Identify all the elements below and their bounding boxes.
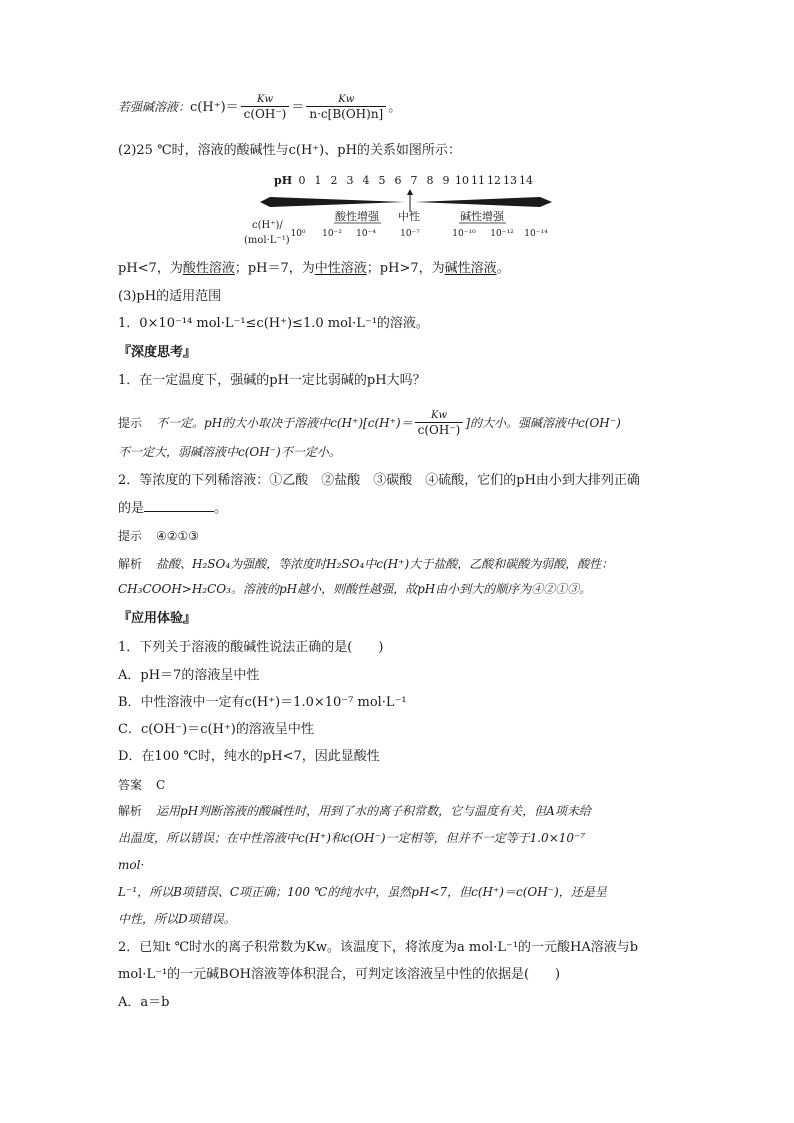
ch-axis-unit: (mol·L⁻¹) <box>244 235 290 246</box>
concentration-tick-label: 10⁻¹⁰ <box>452 229 476 239</box>
period: 。 <box>214 501 228 516</box>
line-ph-classification <box>118 260 510 278</box>
ch-axis-label: c(H⁺)/ <box>252 220 283 231</box>
fraction-kw-over-coh <box>241 94 290 121</box>
hint-1-continued: 不一定大，弱碱溶液中c(OH⁻)不一定小。 <box>118 445 341 459</box>
concentration-tick-label: 10⁻⁴ <box>356 229 376 239</box>
left-arrow <box>260 197 405 207</box>
ph-tick-labels <box>299 174 534 187</box>
hint-label: 提示 <box>118 416 143 430</box>
option-b: B．中性溶液中一定有c(H⁺)＝1.0×10⁻⁷ mol·L⁻¹ <box>118 695 407 710</box>
ph-tick-label: 10 <box>455 174 469 187</box>
fraction-numerator: Kw <box>256 94 274 105</box>
ph-axis-label: pH <box>274 174 293 187</box>
exercise-2: 2．已知t ℃时水的离子积常数为Kw。该温度下，将浓度为a mol·L⁻¹的一元酸HA溶液与b <box>118 940 639 955</box>
formula-lhs: c(H⁺)＝ <box>190 100 239 115</box>
text: 的是 <box>118 501 145 516</box>
line-section-3: (3)pH的适用范围 <box>118 289 222 304</box>
answer-1 <box>118 776 165 794</box>
concentration-tick-label: 10⁻¹⁴ <box>524 229 548 239</box>
concentration-tick-label: 10⁰ <box>290 229 306 239</box>
hint-text: 不一定。pH的大小取决于溶液中c(H⁺)[c(H⁺)＝ <box>156 416 413 430</box>
base-solution-term: 碱性溶液 <box>444 261 497 276</box>
fraction-denominator: n·c[B(OH)n] <box>306 106 386 121</box>
ph-tick-label: 14 <box>519 174 533 187</box>
ph-tick-label: 12 <box>487 174 501 187</box>
line-strong-base-formula <box>118 94 401 121</box>
ph-tick-label: 5 <box>378 174 386 187</box>
question-2-continued <box>118 499 227 518</box>
text: 。 <box>496 261 510 276</box>
base-label: 碱性增强 <box>460 210 504 223</box>
heading-deep-thinking: 『深度思考』 <box>118 345 197 360</box>
ph-tick-label: 6 <box>394 174 402 187</box>
ph-tick-label: 7 <box>410 174 418 187</box>
concentration-tick-labels <box>290 229 548 239</box>
hint-answer: ④②①③ <box>156 529 200 543</box>
ph-tick-label: 8 <box>426 174 434 187</box>
answer-value: C <box>156 778 166 792</box>
period: 。 <box>388 100 402 115</box>
analysis-exercise-1-line-4: L⁻¹，所以B项错误、C项正确；100 ℃的纯水中，虽然pH<7，但c(H⁺)＝c(OH⁻)，还是呈 <box>118 885 607 899</box>
right-arrow <box>415 197 552 207</box>
acid-label: 酸性增强 <box>335 210 379 223</box>
analysis-exercise-1-line-5: 中性，所以D项错误。 <box>118 912 236 926</box>
option-d: D．在100 ℃时，纯水的pH<7，因此显酸性 <box>118 749 380 764</box>
formula-label: 若强碱溶液： <box>118 100 191 114</box>
line-ph-range: 1．0×10⁻¹⁴ mol·L⁻¹≤c(H⁺)≤1.0 mol·L⁻¹的溶液。 <box>118 316 429 331</box>
concentration-tick-label: 10⁻² <box>322 229 342 239</box>
analysis-label: 解析 <box>118 804 143 818</box>
analysis-exercise-1 <box>118 802 591 820</box>
answer-label: 答案 <box>118 778 143 792</box>
concentration-tick-label: 10⁻⁷ <box>400 229 420 239</box>
concentration-tick-label: 10⁻¹² <box>490 229 514 239</box>
neutral-label: 中性 <box>398 210 420 223</box>
equals-sign: ＝ <box>291 100 305 115</box>
fraction-denominator: c(OH⁻) <box>241 106 290 121</box>
hint-1 <box>118 410 621 437</box>
fraction-kw-over-nc <box>306 94 386 121</box>
acid-solution-term: 酸性溶液 <box>182 261 235 276</box>
ph-tick-label: 11 <box>471 174 485 187</box>
vertical-arrowhead <box>407 189 413 195</box>
ph-tick-label: 1 <box>314 174 322 187</box>
text: ；pH＝7，为 <box>234 261 315 276</box>
line-section-2: (2)25 ℃时，溶液的酸碱性与c(H⁺)、pH的关系如图所示： <box>118 143 461 158</box>
ph-tick-label: 9 <box>442 174 450 187</box>
ph-tick-label: 3 <box>346 174 354 187</box>
ph-tick-label: 4 <box>362 174 370 187</box>
ph-scale-diagram <box>240 168 560 248</box>
analysis-2-continued: CH₃COOH>H₂CO₃。溶液的pH越小，则酸性越强，故pH由小到大的顺序为④②①③。 <box>118 582 592 596</box>
option-a: A．pH＝7的溶液呈中性 <box>118 668 260 683</box>
text: ；pH>7，为 <box>366 261 445 276</box>
exercise-1: 1．下列关于溶液的酸碱性说法正确的是( ) <box>118 640 384 655</box>
fraction-numerator: Kw <box>430 410 447 421</box>
exercise-2-continued: mol·L⁻¹的一元碱BOH溶液等体积混合，可判定该溶液呈中性的依据是( ) <box>118 967 561 982</box>
analysis-label: 解析 <box>118 557 143 571</box>
hint-text: ]的大小。强碱溶液中c(OH⁻) <box>465 416 621 430</box>
analysis-exercise-1-line-3: mol· <box>118 858 145 872</box>
analysis-exercise-1-line-2: 出温度，所以错误；在中性溶液中c(H⁺)和c(OH⁻)一定相等，但并不一定等于1.0×10⁻⁷ <box>118 831 586 845</box>
analysis-text: 运用pH判断溶液的酸碱性时，用到了水的离子积常数，它与温度有关，但A项未给 <box>156 804 591 818</box>
heading-application: 『应用体验』 <box>118 611 197 626</box>
hint-2 <box>118 527 199 545</box>
fraction-numerator: Kw <box>338 94 355 105</box>
ph-tick-label: 0 <box>298 174 306 187</box>
analysis-text: 盐酸、H₂SO₄为强酸，等浓度时H₂SO₄中c(H⁺)大于盐酸，乙酸和碳酸为弱酸，酸性： <box>156 557 614 571</box>
fraction-kw-over-coh <box>415 410 464 437</box>
hint-label: 提示 <box>118 529 143 543</box>
fraction-denominator: c(OH⁻) <box>415 422 464 437</box>
question-2: 2．等浓度的下列稀溶液：①乙酸 ②盐酸 ③碳酸 ④硫酸，它们的pH由小到大排列正确 <box>118 473 640 488</box>
neutral-solution-term: 中性溶液 <box>314 261 367 276</box>
text: pH<7，为 <box>118 261 183 276</box>
question-1: 1．在一定温度下，强碱的pH一定比弱碱的pH大吗？ <box>118 373 426 388</box>
ph-tick-label: 2 <box>330 174 338 187</box>
option-c: C．c(OH⁻)＝c(H⁺)的溶液呈中性 <box>118 722 314 737</box>
exercise-2-option-a: A．a＝b <box>118 995 170 1010</box>
analysis-2 <box>118 555 613 573</box>
answer-blank <box>144 499 214 512</box>
ph-tick-label: 13 <box>503 174 517 187</box>
